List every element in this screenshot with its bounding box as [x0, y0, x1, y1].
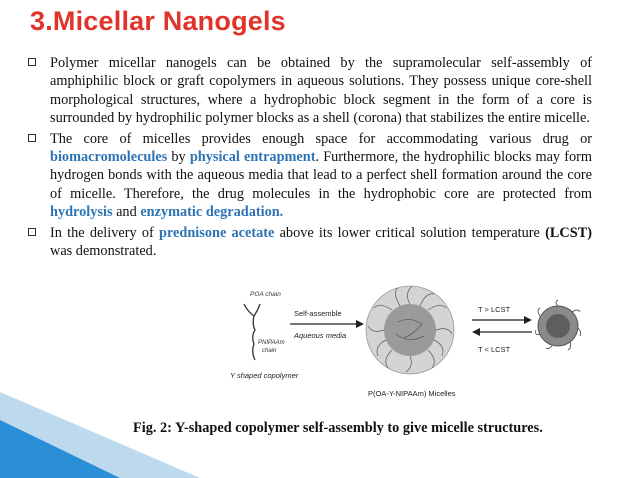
square-bullet-icon	[28, 134, 36, 142]
arrow-head-icon	[472, 328, 480, 336]
bullet-text: was demonstrated.	[50, 243, 157, 260]
bullet-text: and	[112, 204, 141, 221]
bullet-text: Polymer micellar nanogels can be obtained by the supramolecular self-assembly of amphiphilic block or graft copolymers in aqueous solutions. They possess unique core-shell morphological structures, where a hydrophobic block segment in the form of a core is surrounded by hydrophilic polymer blocks as a shell (corona) that stabilizes the entire micelle.	[50, 55, 592, 127]
bullet-item-3	[26, 224, 592, 261]
bullet-list	[26, 54, 592, 262]
bullet-text: . Furthermore, the hydrophilic blocks may form hydrogen bonds with the aqueous media that lead to a perfect shell formation around the core of micelle. Therefore, the drug molecules in the hydrophobic core are protected from	[50, 149, 592, 202]
highlight-term: prednisone acetate	[159, 224, 275, 241]
square-bullet-icon	[28, 58, 36, 66]
y-shaped-copolymer-label: Y shaped copolymer	[230, 371, 299, 380]
bullet-text: The core of micelles provides enough space for accommodating various drug or	[50, 130, 592, 147]
bullet-text: above its lower critical solution temperature	[274, 224, 546, 241]
arrow-head-icon	[524, 316, 532, 324]
y-copolymer-icon	[244, 304, 260, 360]
arrow-head-icon	[356, 320, 364, 328]
poa-chain-label: POA chain	[250, 291, 281, 298]
bullet-text: by	[167, 149, 190, 166]
t-above-lcst-label: T > LCST	[478, 305, 511, 314]
figure-caption: Fig. 2: Y-shaped copolymer self-assembly to give micelle structures.	[133, 420, 543, 436]
pnipaam-chain-label: chain	[262, 348, 277, 354]
highlight-term: enzymatic degradation.	[140, 204, 284, 221]
bullet-item-1	[26, 54, 592, 128]
aqueous-media-label: Aqueous media	[294, 331, 347, 340]
micelle-figure	[228, 274, 582, 406]
bullet-text: In the delivery of	[50, 224, 160, 241]
slide-title: 3.Micellar Nanogels	[30, 6, 286, 36]
pnipaam-label: PNIPAAm	[258, 340, 285, 346]
highlight-term: physical entrapment	[189, 149, 316, 166]
t-below-lcst-label: T < LCST	[478, 345, 511, 354]
self-assemble-label: Self-assemble	[294, 309, 342, 318]
bullet-item-2	[26, 130, 592, 222]
micelle-label: P(OA-Y-NIPAAm) Micelles	[368, 389, 456, 398]
highlight-term: biomacromolecules	[50, 149, 168, 166]
highlight-term: hydrolysis	[50, 204, 113, 221]
large-micelle-icon	[366, 286, 454, 374]
bold-term: (LCST)	[545, 224, 592, 241]
square-bullet-icon	[28, 228, 36, 236]
small-micelle-icon	[536, 300, 581, 350]
